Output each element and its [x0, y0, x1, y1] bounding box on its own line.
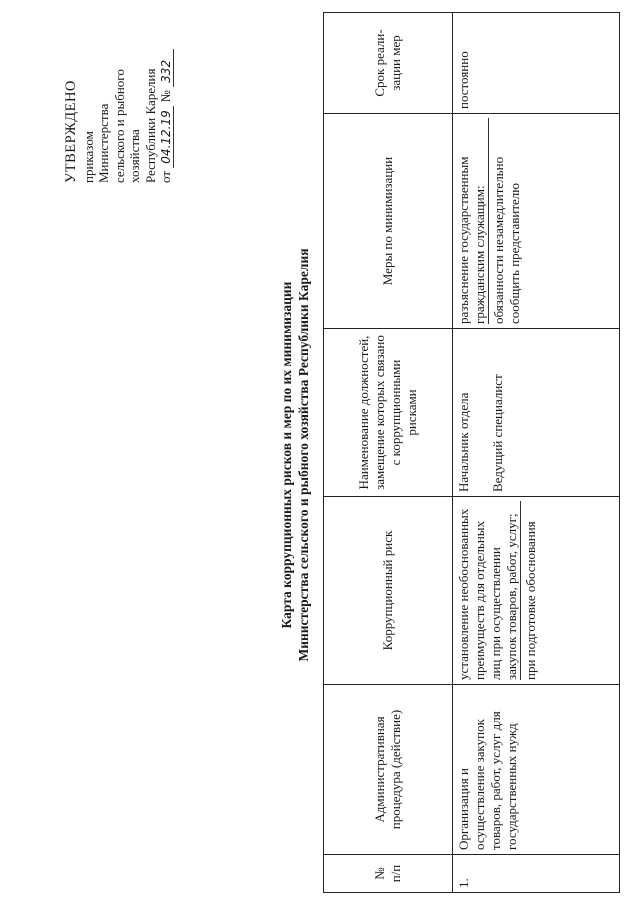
header-procedure: Административная процедура (действие) — [324, 685, 453, 855]
risk-item: при подготовке обоснования — [520, 501, 539, 680]
table-header-row — [324, 13, 453, 893]
table-row — [453, 13, 620, 893]
date-prefix: от — [158, 170, 173, 183]
approval-line: Республики Карелия — [142, 68, 158, 183]
risk-item: установление необоснованных преимуществ для отдельных лиц при осуществлении закупок товаров, работ, услуг; — [456, 508, 519, 680]
position-item: Начальник отдела — [456, 392, 471, 492]
title-line-2: Министерства сельского и рыбного хозяйства Республики Карелия — [296, 248, 311, 662]
header-positions: Наименование должностей, замещение которых связано с коррупционными рисками — [324, 329, 453, 497]
cell-measures — [453, 114, 620, 329]
approval-stamp — [64, 13, 174, 183]
cell-positions — [453, 329, 620, 497]
cell-risk — [453, 497, 620, 685]
risk-map-table — [323, 12, 620, 893]
approval-number: 332 — [159, 49, 174, 87]
header-measures: Меры по минимизации — [324, 114, 453, 329]
approval-date: 04.12.19 — [159, 106, 174, 168]
approval-line: приказом — [80, 131, 96, 183]
document-title — [278, 155, 312, 755]
header-term: Срок реали-зации мер — [324, 13, 453, 114]
measure-item: обязанности незамедлительно сообщить представителю — [488, 118, 523, 324]
cell-procedure: Организация и осуществление закупок товаров, работ, услуг для государственных нужд — [453, 685, 620, 855]
header-risk: Коррупционный риск — [324, 497, 453, 685]
approval-line: Министерства — [96, 103, 111, 183]
measure-item: разъяснение государственным гражданским служащим: — [456, 156, 487, 324]
approval-line: хозяйства — [127, 129, 142, 183]
approval-line: сельского и рыбного — [111, 69, 127, 183]
cell-term: постоянно — [453, 13, 620, 114]
title-line-1: Карта коррупционных рисков и мер по их минимизации — [279, 281, 294, 629]
number-prefix: № — [158, 90, 173, 103]
approval-heading: УТВЕРЖДЕНО — [63, 80, 79, 183]
approval-date-line — [158, 13, 174, 183]
cell-no: 1. — [453, 855, 620, 893]
header-no: № п/п — [324, 855, 453, 893]
position-item: Ведущий специалист — [490, 374, 505, 492]
